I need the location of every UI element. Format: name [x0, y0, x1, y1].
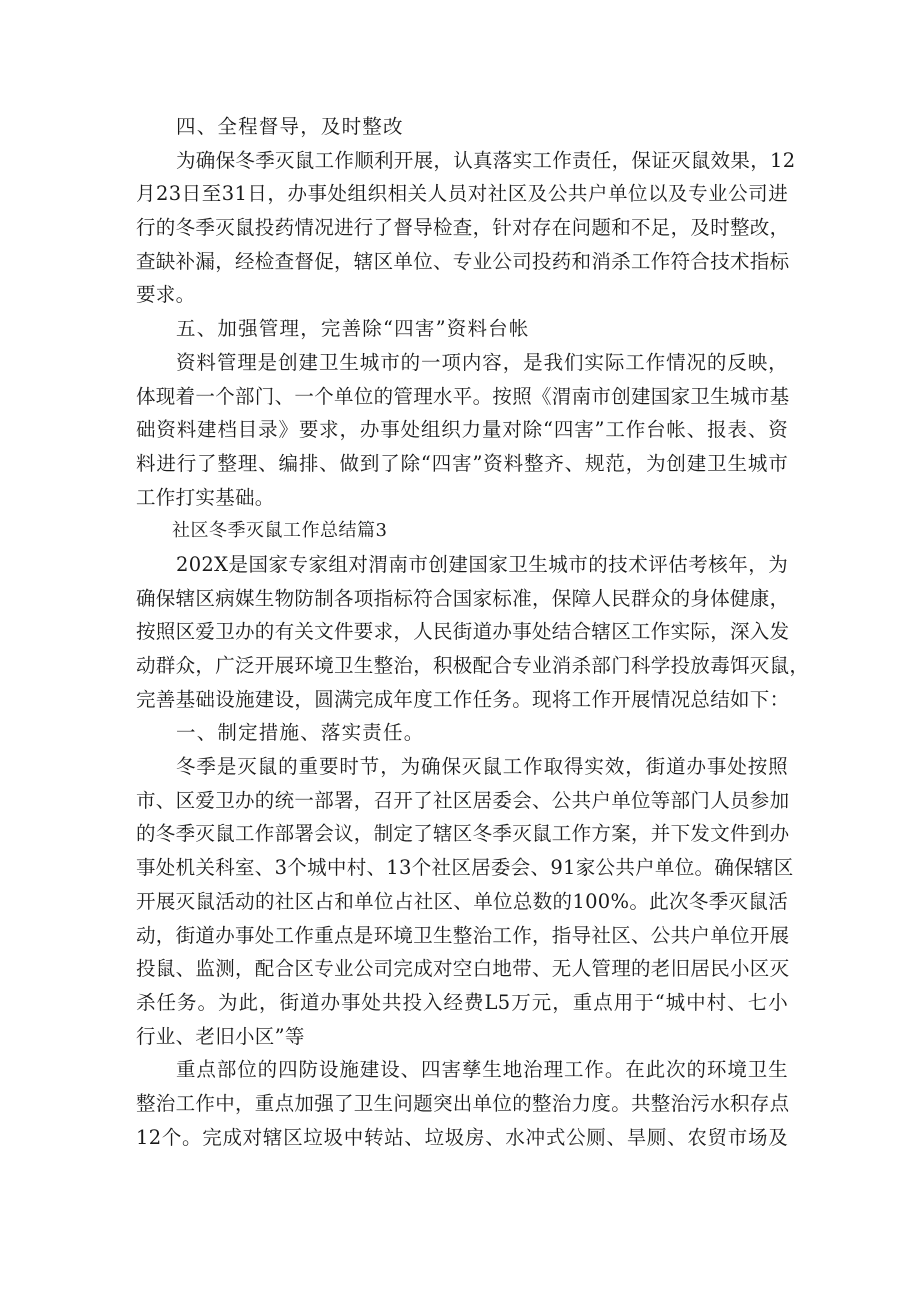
paragraph-line: 础资料建档目录》要求，办事处组织力量对除“四害”工作台帐、报表、资 [136, 418, 788, 442]
section-subtitle: 社区冬季灭鼠工作总结篇3 [172, 520, 388, 542]
paragraph-line: 投鼠、监测，配合区专业公司完成对空白地带、无人管理的老旧居民小区灭 [136, 957, 790, 981]
paragraph-line: 12个。完成对辖区垃圾中转站、垃圾房、水冲式公厕、旱厕、农贸市场及 [136, 1125, 788, 1149]
paragraph-line: 行的冬季灭鼠投药情况进行了督导检查，针对存在问题和不足，及时整改， [136, 216, 790, 240]
paragraph-first-line: 资料管理是创建卫生城市的一项内容，是我们实际工作情况的反映， [176, 350, 788, 374]
section-heading: 一、制定措施、落实责任。 [176, 721, 425, 745]
paragraph-line: 事处机关科室、3个城中村、13个社区居委会、91家公共户单位。确保辖区 [136, 856, 794, 880]
paragraph-last-line: 完善基础设施建设，圆满完成年度工作任务。现将工作开展情况总结如下： [136, 687, 790, 711]
paragraph-line: 的冬季灭鼠工作部署会议，制定了辖区冬季灭鼠工作方案，并下发文件到办 [136, 822, 790, 846]
paragraph-line: 动群众，广泛开展环境卫生整治，积极配合专业消杀部门科学投放毒饵灭鼠， [136, 654, 810, 677]
paragraph-line: 杀任务。为此，街道办事处共投入经费L5万元，重点用于“城中村、七小 [136, 990, 788, 1014]
paragraph-line: 体现着一个部门、一个单位的管理水平。按照《渭南市创建国家卫生城市基 [136, 384, 790, 408]
paragraph-first-line: 为确保冬季灭鼠工作顺利开展，认真落实工作责任，保证灭鼠效果，12 [176, 148, 796, 172]
paragraph-line: 月23日至31日，办事处组织相关人员对社区及公共户单位以及专业公司进 [136, 182, 788, 206]
section-heading: 五、加强管理，完善除“四害”资料台帐 [176, 317, 530, 341]
document-body [136, 110, 810, 1154]
paragraph-line: 料进行了整理、编排、做到了除“四害”资料整齐、规范，为创建卫生城市 [136, 451, 788, 475]
paragraph-first-line: 重点部位的四防设施建设、四害孳生地治理工作。在此次的环境卫生 [176, 1058, 788, 1082]
paragraph-line: 市、区爱卫办的统一部署，召开了社区居委会、公共户单位等部门人员参加 [136, 788, 790, 812]
paragraph-line: 整治工作中，重点加强了卫生问题突出单位的整治力度。共整治污水积存点 [136, 1091, 790, 1115]
paragraph-line: 按照区爱卫办的有关文件要求，人民街道办事处结合辖区工作实际，深入发 [136, 620, 790, 644]
paragraph-first-line: 冬季是灭鼠的重要时节，为确保灭鼠工作取得实效，街道办事处按照 [176, 755, 788, 779]
section-heading: 四、全程督导，及时整改 [176, 115, 404, 138]
paragraph-line: 动，街道办事处工作重点是环境卫生整治工作，指导社区、公共户单位开展 [136, 923, 790, 947]
paragraph-last-line: 要求。 [136, 283, 196, 307]
paragraph-first-line: 202X是国家专家组对渭南市创建国家卫生城市的技术评估考核年，为 [176, 552, 788, 576]
paragraph-line: 开展灭鼠活动的社区占和单位占社区、单位总数的100%。此次冬季灭鼠活 [136, 889, 788, 913]
paragraph-last-line: 工作打实基础。 [136, 485, 275, 509]
paragraph-line: 查缺补漏，经检查督促，辖区单位、专业公司投药和消杀工作符合技术指标 [136, 249, 790, 273]
paragraph-last-line: 行业、老旧小区”等 [136, 1024, 305, 1048]
paragraph-line: 确保辖区病媒生物防制各项指标符合国家标准，保障人民群众的身体健康， [136, 586, 790, 610]
